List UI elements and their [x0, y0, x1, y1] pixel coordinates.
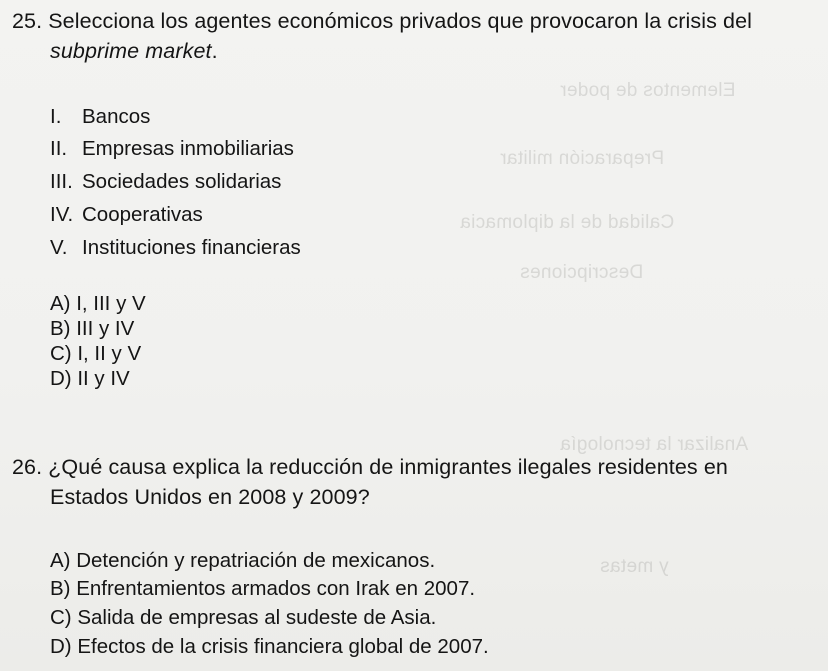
answer-option-b[interactable]: B) Enfrentamientos armados con Irak en 2007. — [50, 577, 476, 600]
answer-option-d[interactable]: D) Efectos de la crisis financiera global de 2007. — [50, 635, 489, 658]
question-number: 25. — [12, 9, 43, 33]
question-number: 26. — [12, 455, 43, 479]
statement-text: Instituciones financieras — [82, 236, 301, 259]
bleed-through-text: Calidad de la diplomacia — [460, 212, 675, 233]
statement-numeral: V. — [50, 236, 68, 259]
question-text-italic: subprime market — [50, 39, 212, 63]
question-text: ¿Qué causa explica la reducción de inmigrantes ilegales residentes en — [48, 455, 728, 479]
statement-text: Sociedades solidarias — [82, 170, 282, 193]
statement-numeral: I. — [50, 105, 62, 128]
statement-item — [50, 136, 294, 162]
question-text-end: . — [211, 39, 218, 63]
statement-item — [50, 169, 281, 195]
answer-option-c[interactable]: C) I, II y V — [50, 342, 142, 365]
statement-text: Empresas inmobiliarias — [82, 137, 294, 160]
statement-item — [50, 104, 150, 130]
bleed-through-text: Elementos de poder — [560, 80, 736, 101]
answer-option-b[interactable]: B) III y IV — [50, 317, 135, 340]
question-text-line2: Estados Unidos en 2008 y 2009? — [50, 485, 370, 509]
answer-option-c[interactable]: C) Salida de empresas al sudeste de Asia. — [50, 606, 437, 629]
statement-text: Cooperativas — [82, 203, 203, 226]
bleed-through-text: Analizar la tecnología — [560, 434, 749, 455]
bleed-through-text: Preparación militar — [500, 148, 665, 169]
bleed-through-text: y metas — [600, 556, 669, 577]
bleed-through-text: Descripciones — [520, 262, 644, 283]
statement-item — [50, 235, 301, 261]
statement-text: Bancos — [82, 105, 151, 128]
question-26-stem — [12, 452, 728, 512]
question-25-stem — [12, 6, 752, 66]
statement-item — [50, 202, 203, 228]
question-text: Selecciona los agentes económicos privados que provocaron la crisis del — [48, 9, 753, 33]
answer-option-a[interactable]: A) Detención y repatriación de mexicanos. — [50, 549, 436, 572]
answer-option-d[interactable]: D) II y IV — [50, 367, 130, 390]
statement-numeral: III. — [50, 170, 73, 193]
statement-numeral: IV. — [50, 203, 74, 226]
answer-option-a[interactable]: A) I, III y V — [50, 292, 146, 315]
statement-numeral: II. — [50, 137, 68, 160]
